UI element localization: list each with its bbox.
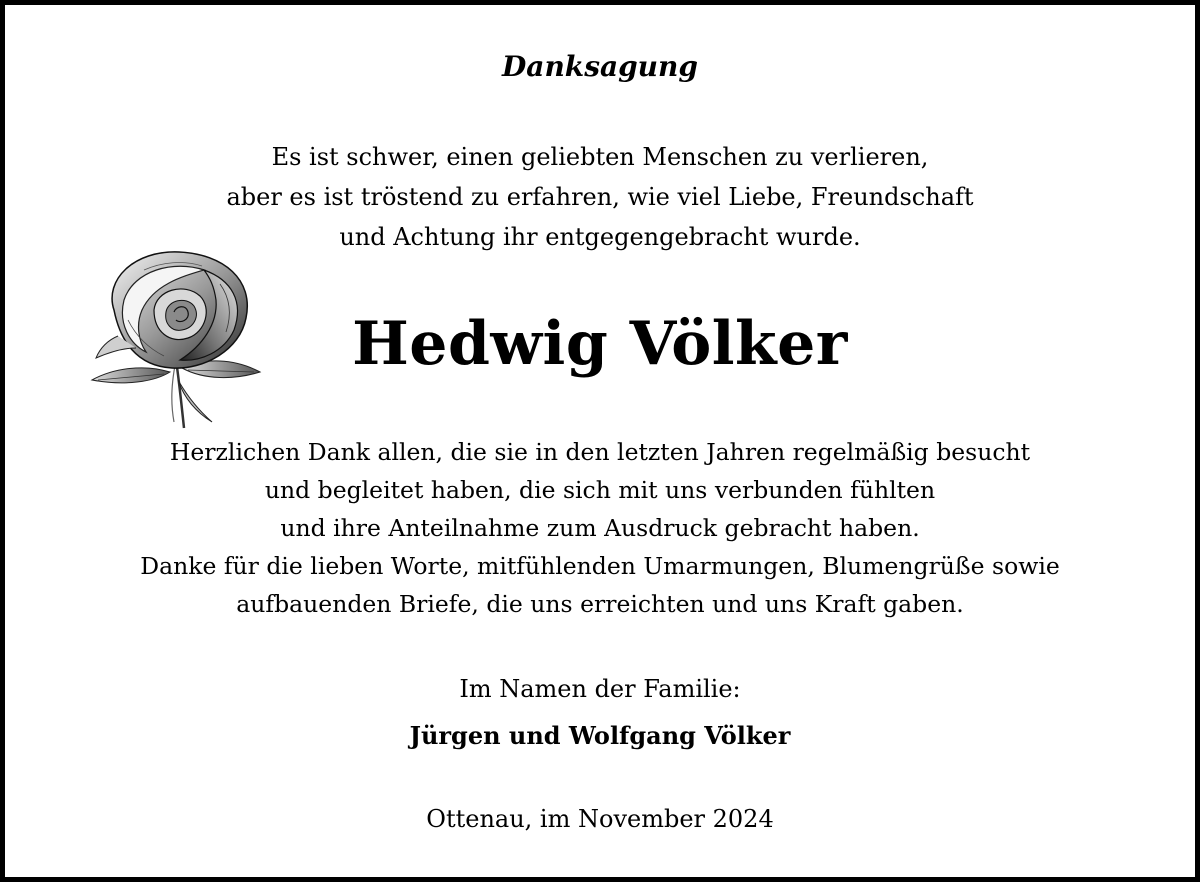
thanks-line: und ihre Anteilnahme zum Ausdruck gebracht haben. bbox=[280, 514, 920, 542]
notice-heading: Danksagung bbox=[502, 50, 698, 83]
deceased-name: Hedwig Völker bbox=[352, 309, 848, 379]
intro-text bbox=[0, 137, 1200, 257]
signoff-label: Im Namen der Familie: bbox=[459, 675, 741, 703]
signoff-names: Jürgen und Wolfgang Völker bbox=[409, 721, 791, 750]
intro-line: Es ist schwer, einen geliebten Menschen zu verlieren, bbox=[271, 143, 929, 171]
thanks-line: aufbauenden Briefe, die uns erreichten und uns Kraft gaben. bbox=[236, 590, 964, 618]
place-date: Ottenau, im November 2024 bbox=[426, 805, 774, 833]
thanks-line: und begleitet haben, die sich mit uns verbunden fühlten bbox=[264, 476, 936, 504]
thanks-text bbox=[0, 433, 1200, 623]
thanks-line: Danke für die lieben Worte, mitfühlenden Umarmungen, Blumengrüße sowie bbox=[140, 552, 1060, 580]
intro-line: und Achtung ihr entgegengebracht wurde. bbox=[339, 223, 861, 251]
thanks-line: Herzlichen Dank allen, die sie in den letzten Jahren regelmäßig besucht bbox=[169, 438, 1031, 466]
intro-line: aber es ist tröstend zu erfahren, wie viel Liebe, Freundschaft bbox=[226, 183, 974, 211]
